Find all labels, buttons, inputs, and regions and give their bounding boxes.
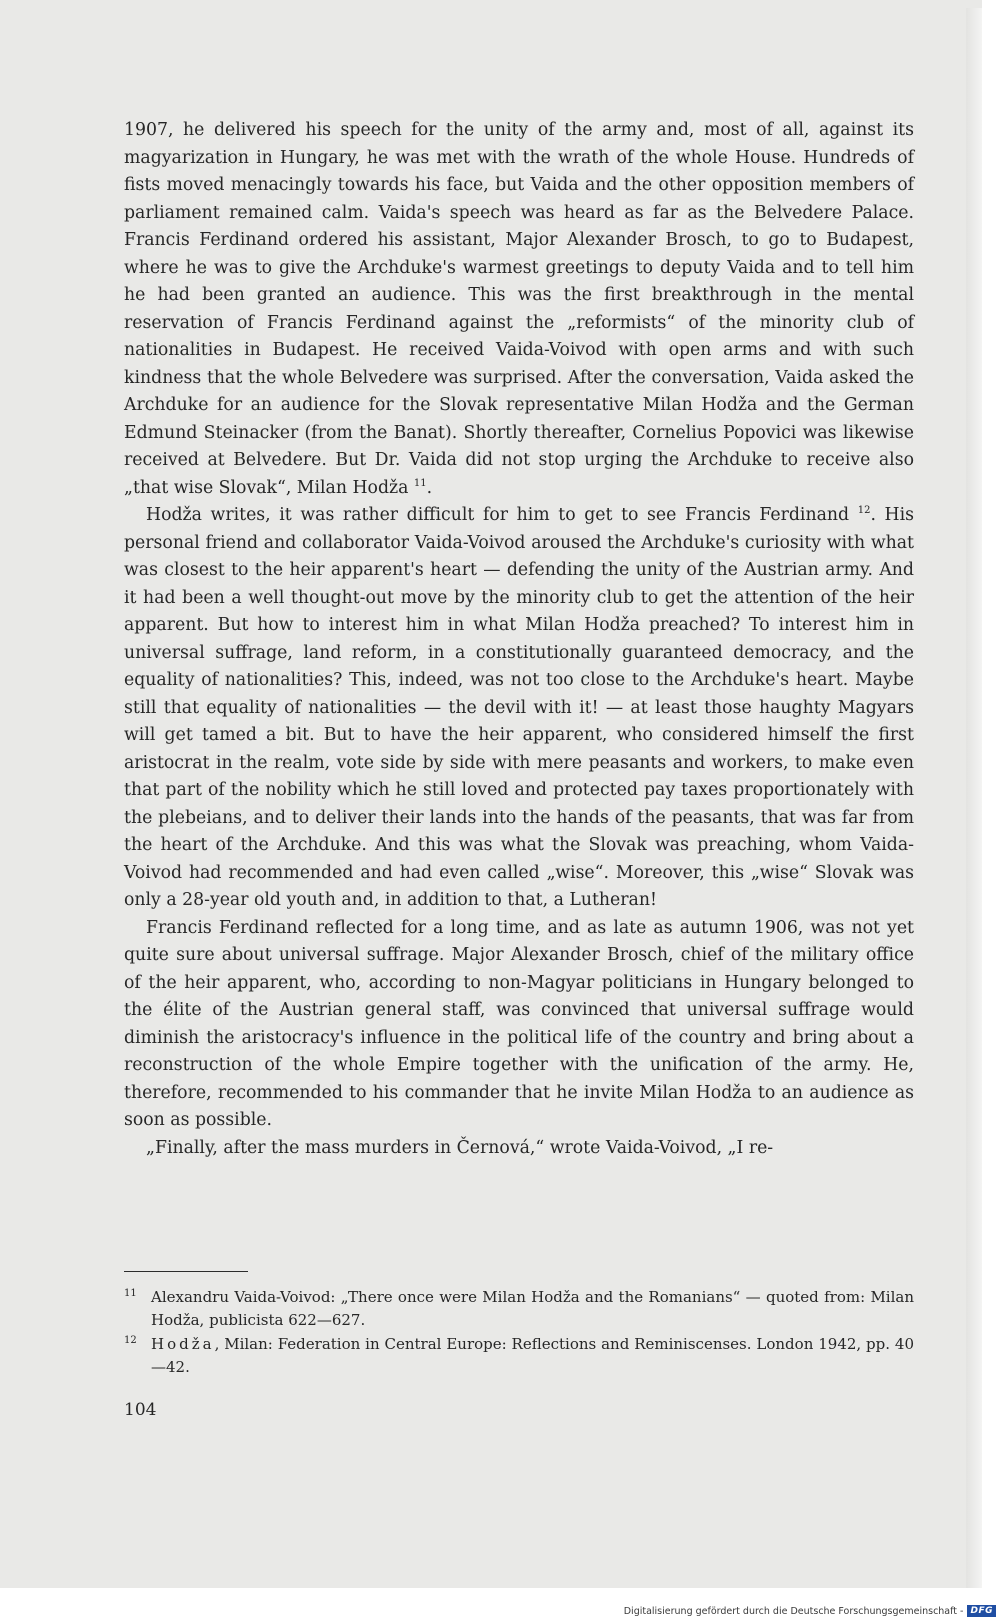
paragraph bbox=[124, 502, 914, 915]
text-run: , Milan: Federation in Central Europe: Reflections and Reminiscenses. London 1942, pp. 40—42. bbox=[151, 1335, 914, 1376]
footnote-number: 12 bbox=[124, 1335, 137, 1346]
digitization-note: Digitalisierung gefördert durch die Deutsche Forschungsgemeinschaft - bbox=[623, 1605, 964, 1617]
text-run: Francis Ferdinand reflected for a long time, and as late as autumn 1906, was not yet quite sure about universal suffrage. Major Alexander Brosch, chief of the military office of the heir apparent, who, according to non-Magyar politicians in Hungary belonged to the élite of the Austrian general staff, was convinced that universal suffrage would diminish the aristocracy's influence in the political life of the country and bring about a reconstruction of the whole Empire together with the unification of the army. He, therefore, recommended to his commander that he invite Milan Hodža to an audience as soon as possible. bbox=[124, 917, 914, 1130]
footnotes bbox=[124, 1286, 914, 1380]
page-edge-shadow bbox=[966, 8, 982, 1588]
text-run: Alexandru Vaida-Voivod: „There once were Milan Hodža and the Romanians“ — quoted from: Milan Hodža, publicista 622—627. bbox=[151, 1288, 914, 1329]
footnote-text bbox=[151, 1286, 914, 1332]
footnote-text bbox=[151, 1333, 914, 1379]
body-text bbox=[124, 117, 914, 1162]
author-name: Hodža bbox=[151, 1335, 215, 1353]
footnote-separator bbox=[124, 1271, 248, 1272]
paragraph bbox=[124, 1135, 914, 1163]
text-run: 1907, he delivered his speech for the unity of the army and, most of all, against its magyarization in Hungary, he was met with the wrath of the whole House. Hundreds of fists moved menacingly towards his face, but Vaida and the other opposition members of parliament remained calm. Vaida's speech was heard as far as the Belvedere Palace. Francis Ferdinand ordered his assistant, Major Alexander Brosch, to go to Budapest, where he was to give the Archduke's warmest greetings to deputy Vaida and to tell him he had been granted an audience. This was the first breakthrough in the mental reservation of Francis Ferdinand against the „reformists“ of the minority club of nationalities in Budapest. He received Vaida-Voivod with open arms and with such kindness that the whole Belvedere was surprised. After the conversation, Vaida asked the Archduke for an audience for the Slovak representative Milan Hodža and the German Edmund Steinacker (from the Banat). Shortly thereafter, Cornelius Popovici was likewise received at Belvedere. But Dr. Vaida did not stop urging the Archduke to receive also „that wise Slovak“, Milan Hodža bbox=[124, 120, 914, 498]
paragraph bbox=[124, 117, 914, 502]
footnote-number: 11 bbox=[124, 1288, 137, 1299]
text-run: . His personal friend and collaborator Vaida-Voivod aroused the Archduke's curiosity with what was closest to the heir apparent's heart — defending the unity of the Austrian army. And it had been a well thought-out move by the minority club to get the attention of the heir apparent. But how to interest him in what Milan Hodža preached? To interest him in universal suffrage, land reform, in a constitutionally guaranteed democracy, and the equality of nationalities? This, indeed, was not too close to the Archduke's heart. Maybe still that equality of nationalities — the devil with it! — at least those haughty Magyars will get tamed a bit. But to have the heir apparent, who considered himself the first aristocrat in the realm, vote side by side with mere peasants and workers, to make even that part of the nobility which he still loved and protected pay taxes proportionately with the plebeians, and to deliver their lands into the hands of the peasants, that was far from the heart of the Archduke. And this was what the Slovak was preaching, whom Vaida-Voivod had recommended and had even called „wise“. Moreover, this „wise“ Slovak was only a 28-year old youth and, in addition to that, a Lutheran! bbox=[124, 505, 915, 910]
text-run: . bbox=[426, 477, 433, 498]
page-number: 104 bbox=[124, 1400, 157, 1420]
footnote bbox=[124, 1286, 914, 1332]
dfg-logo: DFG bbox=[967, 1605, 996, 1617]
digitization-banner bbox=[624, 1605, 996, 1617]
footnote-ref: 11 bbox=[413, 477, 427, 489]
footnote-ref: 12 bbox=[857, 505, 871, 517]
text-run: „Finally, after the mass murders in Černová,“ wrote Vaida-Voivod, „I re- bbox=[146, 1137, 774, 1158]
footnote bbox=[124, 1333, 914, 1379]
paragraph bbox=[124, 915, 914, 1135]
text-run: Hodža writes, it was rather difficult for him to get to see Francis Ferdinand bbox=[146, 505, 858, 525]
